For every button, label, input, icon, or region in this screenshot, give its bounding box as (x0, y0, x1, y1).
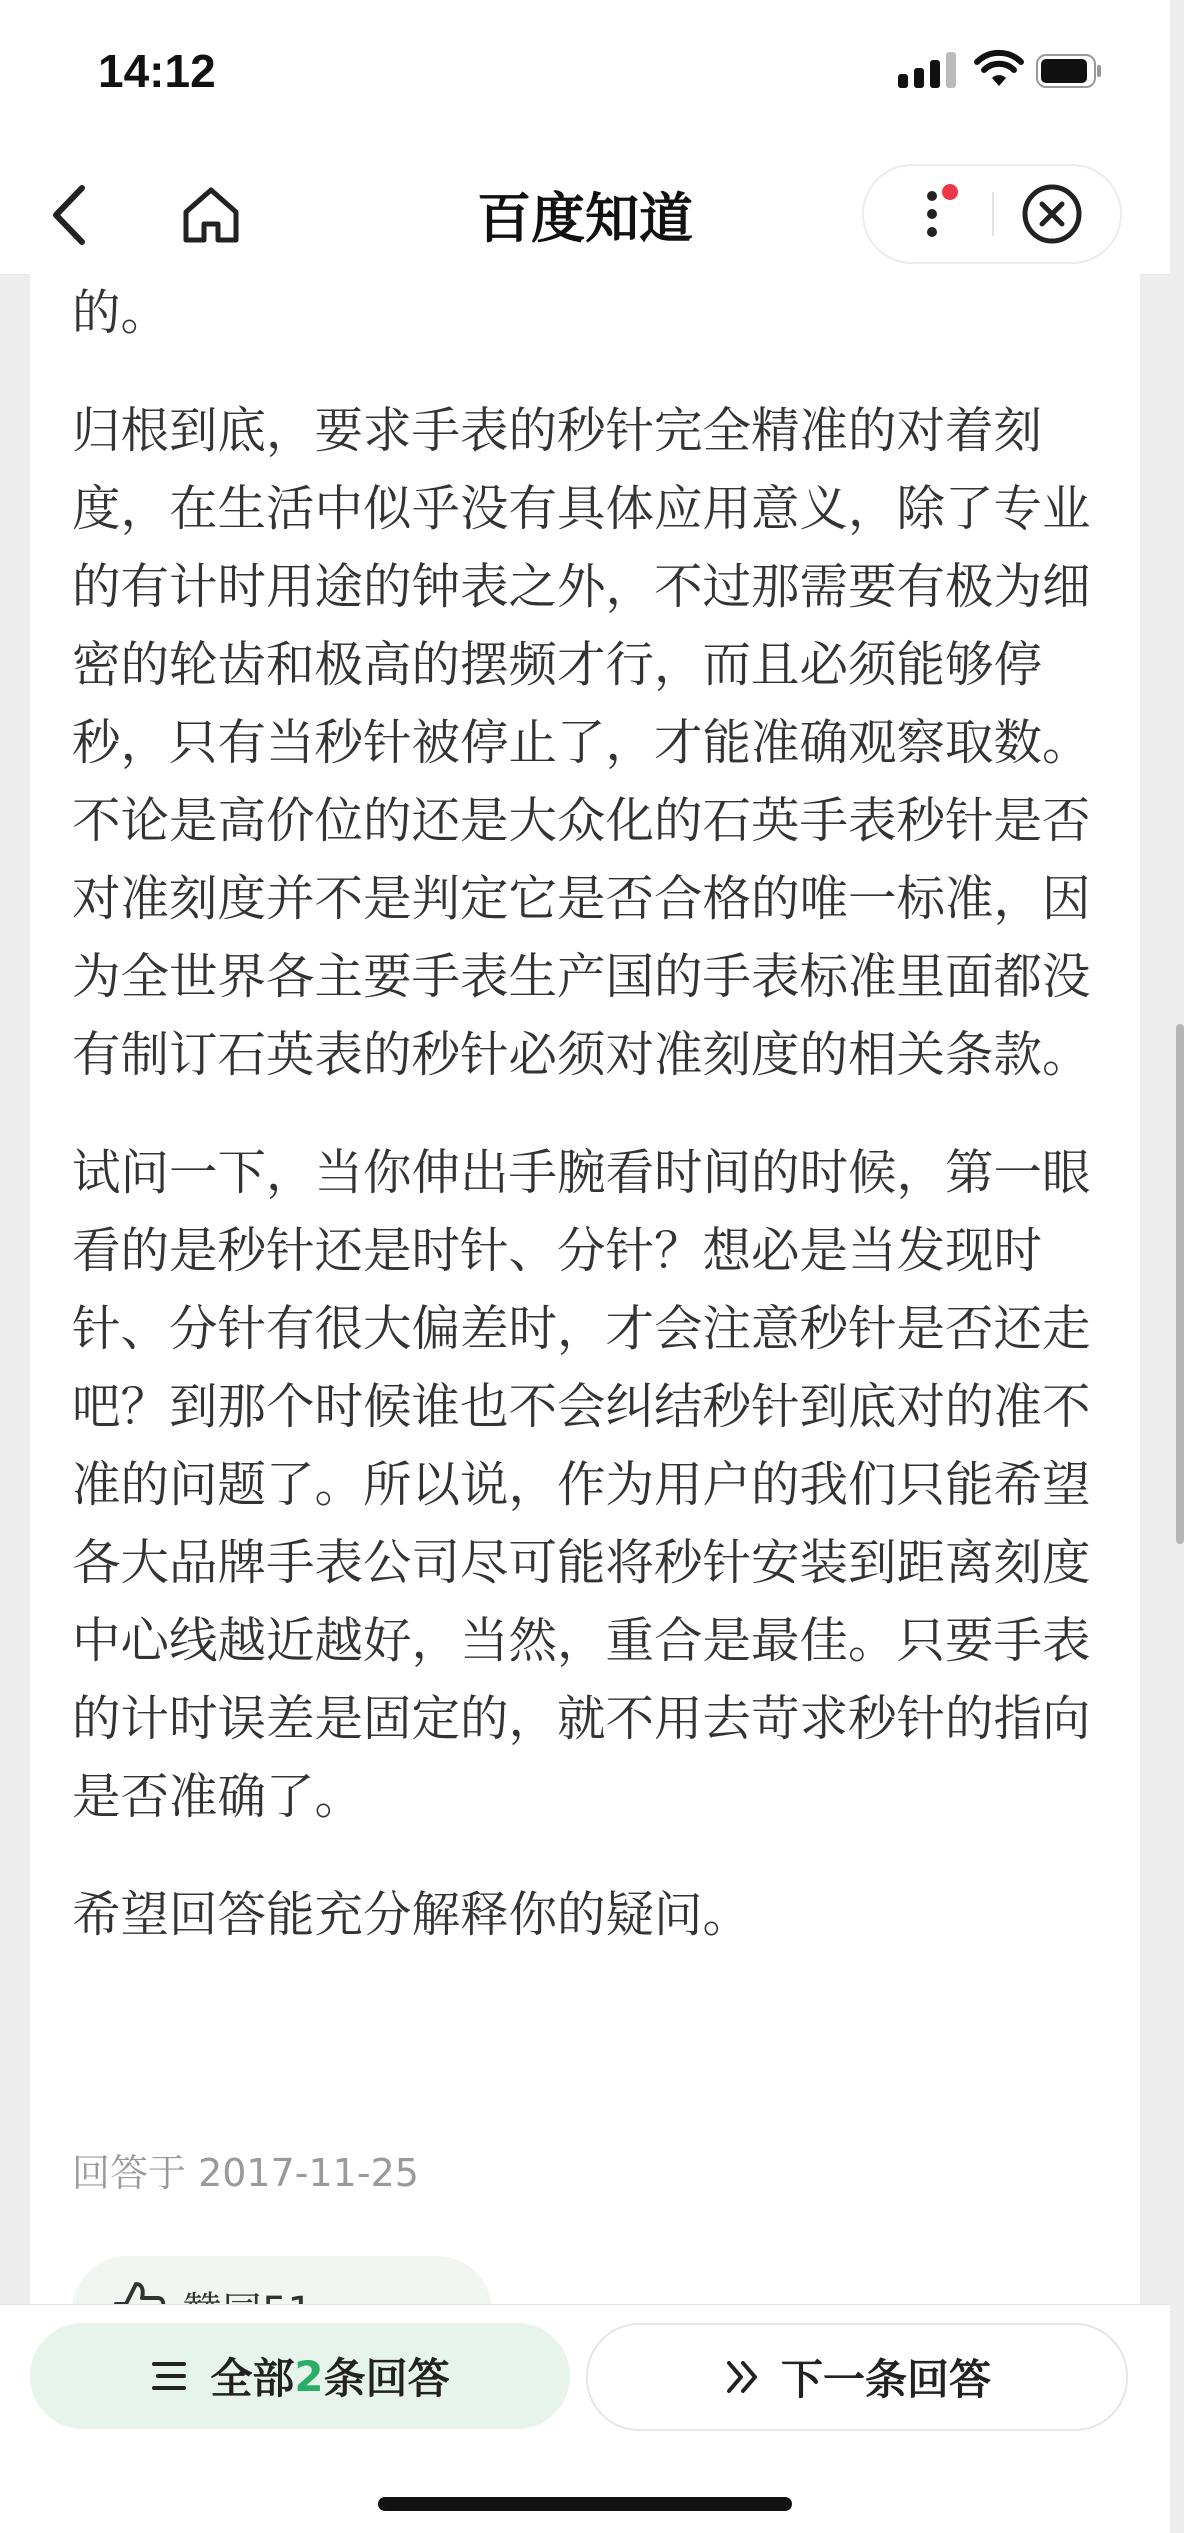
double-chevron-icon (723, 2357, 763, 2397)
answer-date: 回答于 2017-11-25 (72, 2151, 419, 2195)
answer-card (30, 274, 1140, 2304)
wifi-icon (974, 52, 1024, 88)
nav-bar (0, 150, 1170, 275)
capsule-divider (992, 192, 994, 236)
page-title: 百度知道 (477, 187, 693, 250)
mini-program-capsule (862, 164, 1122, 264)
answer-paragraph: 希望回答能充分解释你的疑问。 (72, 1887, 752, 1943)
list-icon (150, 2356, 190, 2396)
all-answers-suffix: 条回答 (323, 2354, 450, 2403)
scrollbar[interactable] (1176, 1024, 1184, 1544)
answer-paragraph: 的。 (72, 285, 170, 341)
notification-dot (942, 184, 958, 200)
all-answers-button[interactable] (30, 2323, 570, 2429)
next-answer-label: 下一条回答 (780, 2355, 991, 2404)
battery-icon (1036, 54, 1102, 88)
answer-content (72, 274, 1122, 1994)
close-icon[interactable] (1020, 182, 1084, 246)
status-time: 14:12 (98, 45, 216, 97)
more-icon[interactable] (904, 184, 964, 244)
home-indicator (378, 2497, 792, 2511)
signal-icon (898, 52, 958, 88)
next-answer-button[interactable] (586, 2323, 1128, 2431)
bottom-bar (0, 2304, 1170, 2533)
all-answers-prefix: 全部 (210, 2354, 295, 2403)
all-answers-count: 2 (294, 2351, 324, 2401)
answer-paragraph: 试问一下，当你伸出手腕看时间的时候，第一眼看的是秒针还是时针、分针？想必是当发现时针、分针有很大偏差时，才会注意秒针是否还走吧？到那个时候谁也不会纠结秒针到底对的准不准的问题了。所以说，作为用户的我们只能希望各大品牌手表公司尽可能将秒针安装到距离刻度中心线越近越好，当然，重合是最佳。只要手表的计时误差是固定的，就不用去苛求秒针的指向是否准确了。 (72, 1145, 1091, 1825)
status-bar (0, 0, 1170, 150)
answer-paragraph: 归根到底，要求手表的秒针完全精准的对着刻度，在生活中似乎没有具体应用意义，除了专业的有计时用途的钟表之外，不过那需要有极为细密的轮齿和极高的摆频才行，而且必须能够停秒，只有当秒针被停止了，才能准确观察取数。不论是高价位的还是大众化的石英手表秒针是否对准刻度并不是判定它是否合格的唯一标准，因为全世界各主要手表生产国的手表标准里面都没有制订石英表的秒针必须对准刻度的相关条款。 (72, 403, 1091, 1083)
